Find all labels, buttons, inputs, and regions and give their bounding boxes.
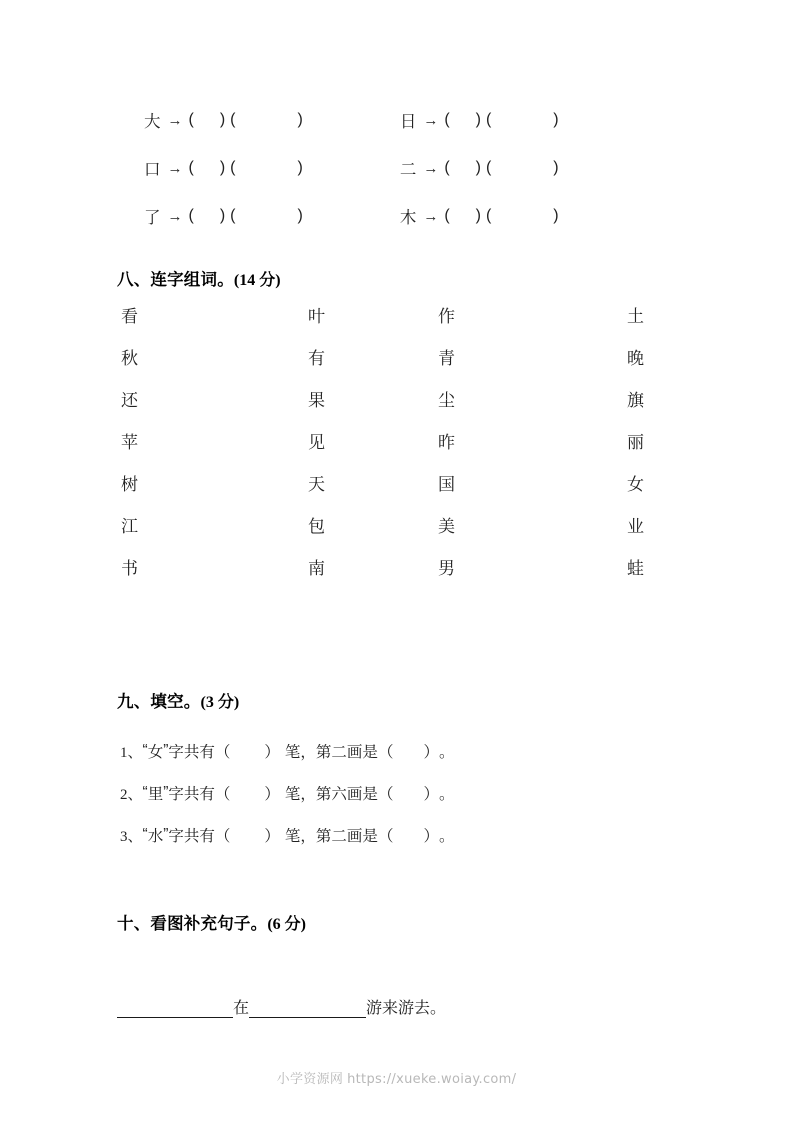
section-9-title: 九、填空。 [117,693,201,711]
paren-close: ) [297,159,303,176]
grid-char[interactable]: 土 [627,307,644,326]
quote-open: “ [142,784,148,801]
period: 。 [438,786,455,803]
grid-char[interactable]: 果 [308,391,325,410]
grid-char[interactable]: 有 [308,349,325,368]
answer-paren-wide[interactable] [486,111,559,129]
radical-item [144,108,303,132]
stroke-count-answer-paren[interactable] [215,740,280,762]
paren-open: ( [485,207,492,224]
grid-char[interactable]: 苹 [121,433,138,452]
paren-close: ) [219,207,226,224]
answer-paren-small[interactable] [444,111,481,129]
paren-close: ） [423,786,439,803]
radical-char: 木 [399,209,417,227]
section-8-heading [117,266,281,290]
radical-item [400,204,559,228]
paren-open: ( [444,111,450,128]
grid-char[interactable]: 男 [438,559,455,578]
grid-char[interactable]: 女 [627,475,644,494]
paren-open: ( [444,159,450,176]
answer-paren-small[interactable] [189,159,226,177]
radical-item [400,108,559,132]
paren-close: ） [264,786,280,803]
grid-char[interactable]: 叶 [308,307,325,326]
item-number: 3、 [120,828,143,845]
paren-open: （ [377,786,394,803]
table-row [0,390,793,432]
target-char: 里 [147,786,164,803]
paren-open: （ [214,744,231,761]
item-text-a: 字共有 [168,786,215,803]
list-item [120,772,793,814]
radical-char: 大 [144,113,161,131]
answer-paren-small[interactable] [189,111,226,129]
radical-item [400,156,559,180]
grid-char[interactable]: 还 [121,391,138,410]
grid-char[interactable]: 青 [438,349,455,368]
arrow-icon: → [423,159,439,177]
watermark-url: https://xueke.woiay.com/ [347,1072,517,1087]
watermark-site: 小学资源网 [276,1071,344,1086]
paren-open: （ [377,828,394,845]
paren-close: ） [423,828,439,845]
item-text-b: 笔，第二画是 [284,828,378,845]
quote-open: “ [142,826,148,843]
radical-item [144,156,303,180]
list-item [120,814,793,856]
quote-close: ” [163,742,169,759]
arrow-icon: → [167,159,183,177]
grid-char[interactable]: 尘 [438,391,455,410]
stroke-answer-paren[interactable] [378,740,439,762]
arrow-icon: → [167,207,183,225]
paren-close: ) [553,159,559,176]
watermark [0,1068,793,1087]
table-row [0,348,793,390]
arrow-icon: → [423,111,439,129]
sentence-blank-second[interactable] [249,1000,366,1018]
section-10-points: (6 分) [267,916,306,933]
item-number: 2、 [120,786,143,803]
paren-close: ） [264,828,280,845]
quote-open: “ [142,742,148,759]
paren-close: ) [475,111,481,128]
radical-char: 口 [144,161,161,179]
paren-open: ( [485,159,492,176]
grid-char[interactable]: 看 [121,307,138,326]
quote-close: ” [163,826,169,843]
radical-char: 二 [399,161,417,179]
stroke-answer-paren[interactable] [378,782,439,804]
answer-paren-wide[interactable] [230,207,303,225]
paren-close: ) [553,111,559,128]
paren-close: ) [475,207,481,224]
section-8-points: (14 分) [233,272,281,289]
stroke-answer-paren[interactable] [378,824,439,846]
grid-char[interactable]: 包 [308,517,325,536]
arrow-icon: → [167,111,183,129]
grid-char[interactable]: 国 [438,475,455,494]
item-text-b: 笔，第二画是 [284,744,378,761]
radical-row [0,144,793,192]
answer-paren-small[interactable] [189,207,226,225]
grid-char[interactable]: 蛙 [627,559,644,578]
grid-char[interactable]: 江 [121,517,138,536]
paren-close: ） [423,744,439,761]
sentence-completion-row [117,1000,446,1018]
grid-char[interactable]: 昨 [438,433,455,452]
paren-open: （ [377,744,394,761]
answer-paren-wide[interactable] [230,159,303,177]
item-text-b: 笔，第六画是 [284,786,378,803]
paren-close: ) [475,159,481,176]
radical-char: 日 [399,113,417,131]
table-row [0,474,793,516]
answer-paren-wide[interactable] [486,207,559,225]
grid-char[interactable]: 美 [438,517,455,536]
target-char: 女 [147,744,164,761]
grid-char[interactable]: 南 [308,559,325,578]
stroke-count-answer-paren[interactable] [215,824,280,846]
section-10-title: 十、看图补充句子。 [117,915,268,933]
radical-char: 了 [144,209,161,227]
grid-char[interactable]: 见 [308,433,325,452]
item-number: 1、 [120,744,143,761]
sentence-blank-first[interactable] [117,1000,233,1018]
grid-char[interactable]: 书 [121,559,138,578]
fill-in-block [0,730,793,856]
paren-open: ( [188,159,194,176]
paren-open: ( [188,111,194,128]
section-9-heading [117,688,239,712]
answer-paren-small[interactable] [444,207,481,225]
paren-open: ( [230,111,236,128]
grid-char[interactable]: 树 [121,475,138,494]
section-8-title: 八、连字组词。 [117,271,234,289]
target-char: 水 [147,828,164,845]
radical-item [144,204,303,228]
paren-open: ( [444,207,450,224]
radical-row [0,96,793,144]
paren-open: ( [188,207,194,224]
grid-char[interactable]: 业 [627,517,644,536]
table-row [0,516,793,558]
sentence-mid-word: 在 [233,1000,250,1018]
quote-close: ” [163,784,169,801]
paren-open: （ [214,828,231,845]
radical-row [0,192,793,240]
sentence-end-text: 游来游去。 [366,1000,447,1018]
arrow-icon: → [423,207,439,225]
paren-close: ） [264,744,280,761]
character-grid [0,306,793,600]
paren-open: ( [485,111,492,128]
answer-paren-wide[interactable] [486,159,559,177]
grid-char[interactable]: 秋 [121,349,138,368]
grid-char[interactable]: 天 [308,475,325,494]
answer-paren-small[interactable] [444,159,481,177]
period: 。 [438,828,455,845]
item-text-a: 字共有 [168,744,215,761]
table-row [0,306,793,348]
list-item [120,730,793,772]
table-row [0,432,793,474]
table-row [0,558,793,600]
paren-open: ( [230,159,236,176]
paren-close: ) [297,207,303,224]
grid-char[interactable]: 丽 [627,433,644,452]
paren-open: ( [230,207,236,224]
answer-paren-wide[interactable] [230,111,303,129]
section-10-heading [117,910,306,934]
period: 。 [438,744,455,761]
paren-close: ) [553,207,559,224]
paren-close: ) [297,111,303,128]
grid-char[interactable]: 旗 [627,391,644,410]
grid-char[interactable]: 作 [438,307,455,326]
radical-exercise-block [0,96,793,240]
grid-char[interactable]: 晚 [627,349,644,368]
paren-close: ) [219,159,226,176]
item-text-a: 字共有 [168,828,215,845]
stroke-count-answer-paren[interactable] [215,782,280,804]
paren-open: （ [214,786,231,803]
section-9-points: (3 分) [200,694,240,711]
paren-close: ) [219,111,226,128]
